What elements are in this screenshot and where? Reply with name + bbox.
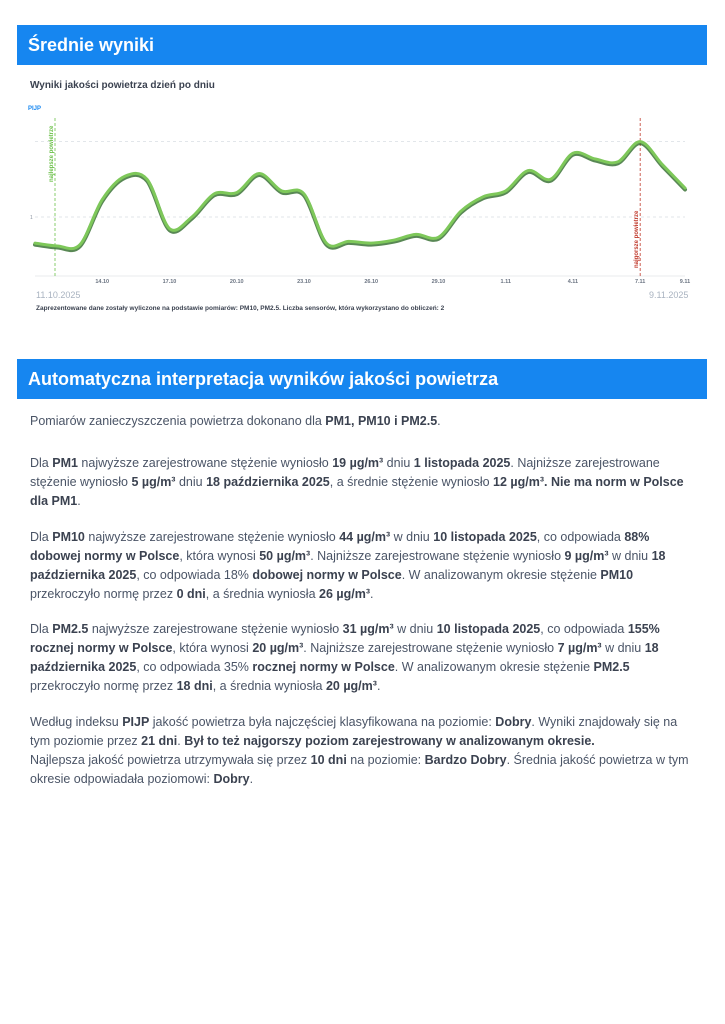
paragraph-pm25: Dla PM2.5 najwyższe zarejestrowane stężenie wyniosło 31 µg/m³ w dniu 10 listopada 2025, co odpowiada 155% rocznej normy w Polsce, która wynosi 20 µg/m³. Najniższe zarejestrowane stężenie wyniosło 7 µg/m³ w dniu 18 października 2025, co odpowiada 35% rocznej normy w Polsce. W analizowanym okresie stężenie PM2.5 przekroczyło normę przez 18 dni, a średnia wyniosła 20 µg/m³. — [30, 622, 660, 693]
paragraph-measurements: Pomiarów zanieczyszczenia powietrza dokonano dla PM1, PM10 i PM2.5. — [30, 414, 441, 428]
annotation-label: najgorsze powietrze — [634, 210, 641, 268]
chart-note: Zaprezentowane dane zostały wyliczone na podstawie pomiarów: PM10, PM2.5. Liczba sensorów, która wykorzystano do obliczeń: 2 — [36, 305, 445, 312]
x-tick-label: 9.11 — [679, 279, 691, 285]
x-tick-label: 26.10 — [364, 279, 379, 285]
x-tick-label: 1.11 — [500, 279, 511, 285]
start-date-label: 11.10.2025 — [36, 290, 81, 300]
x-tick-label: 17.10 — [162, 279, 177, 285]
paragraph-pm10: Dla PM10 najwyższe zarejestrowane stężenie wyniosło 44 µg/m³ w dniu 10 listopada 2025, co odpowiada 88% dobowej normy w Polsce, która wynosi 50 µg/m³. Najniższe zarejestrowane stężenie wyniosło 9 µg/m³ w dniu 18 października 2025, co odpowiada 18% dobowej normy w Polsce. W analizowanym okresie stężenie PM10 przekroczyło normę przez 0 dni, a średnia wyniosła 26 µg/m³. — [30, 530, 666, 601]
section-header-interpretation: Automatyczna interpretacja wyników jakości powietrza — [17, 359, 707, 399]
x-tick-label: 4.11 — [567, 279, 579, 285]
series-line-shadow — [35, 143, 685, 250]
chart-title: Wyniki jakości powietrza dzień po dniu — [30, 80, 215, 91]
y-axis-label: PIJP — [28, 106, 42, 112]
annotation-label: najlepsze powietrze — [49, 125, 55, 182]
paragraph-pijp: Według indeksu PIJP jakość powietrza była najczęściej klasyfikowana na poziomie: Dobry. Wyniki znajdowały się na tym poziomie przez 21 dni. Był to też najgorszy poziom zarejestrowany w analizowanym okresie. Najlepsza jakość powietrza utrzymywała się przez 10 dni na poziomie: Bardzo Dobry. Średnia jakość powietrza w tym okresie odpowiadała poziomowi: Dobry. — [30, 715, 689, 786]
x-tick-label: 29.10 — [431, 279, 446, 285]
air-quality-line-chart — [25, 100, 695, 290]
y-tick-label: 1 — [30, 215, 33, 221]
section-header-averages: Średnie wyniki — [17, 25, 707, 65]
x-tick-label: 20.10 — [229, 279, 244, 285]
x-tick-label: 14.10 — [95, 279, 110, 285]
x-tick-label: 23.10 — [297, 279, 311, 285]
end-date-label: 9.11.2025 — [649, 290, 689, 300]
x-tick-label: 7.11 — [634, 279, 646, 285]
paragraph-pm1: Dla PM1 najwyższe zarejestrowane stężenie wyniosło 19 µg/m³ dniu 1 listopada 2025. Najniższe zarejestrowane stężenie wyniosło 5 µg/m³ dniu 18 października 2025, a średnie stężenie wyniosło 12 µg/m³. Nie ma norm w Polsce dla PM1. — [30, 456, 684, 508]
